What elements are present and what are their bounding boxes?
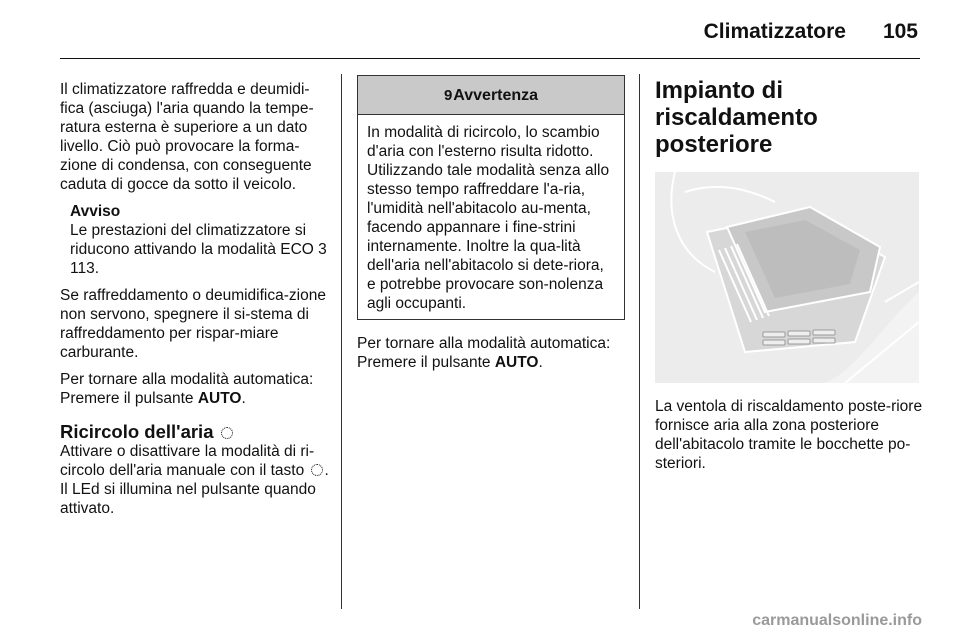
column-divider-1 xyxy=(341,74,342,609)
recirculation-heading-text: Ricircolo dell'aria xyxy=(60,421,214,442)
paragraph-auto-mode-2 xyxy=(357,334,625,372)
auto-mode-text: Per tornare alla modalità automatica: Premere il pulsante xyxy=(60,371,314,407)
recirculation-text-b: . Il LEd si illumina nel pulsante quando attivato. xyxy=(60,462,329,517)
column-right xyxy=(655,77,923,481)
section-heading-recirculation xyxy=(60,422,330,441)
warning-text: In modalità di ricircolo, lo scambio d'aria con l'esterno risulta ridotto. Utilizzando tale modalità senza allo stesso tempo raffreddare l'a-ria, l'umidità nell'abitacolo au-menta, facendo appannare i fine-strini internamente. Inoltre la qua-lità dell'aria nell'abitacolo si dete-riora, e potrebbe provocare son-nolenza agli occupanti. xyxy=(367,124,610,312)
rear-heater-figure xyxy=(655,172,919,383)
page-title: Climatizzatore xyxy=(703,20,846,43)
note-text xyxy=(70,221,330,278)
auto-mode-end-2: . xyxy=(538,354,543,371)
note-block xyxy=(60,202,330,278)
section-heading-rear-heater: Impianto di riscaldamento posteriore xyxy=(655,77,818,158)
paragraph-rear-heater: La ventola di riscaldamento poste-riore fornisce aria alla zona posteriore dell'abitacolo tramite le bocchette po-steriori. xyxy=(655,398,923,472)
recirculation-icon xyxy=(221,427,233,439)
watermark: carmanualsonline.info xyxy=(752,612,922,629)
auto-button-label-2: AUTO xyxy=(494,354,539,371)
rear-heater-vents-illustration xyxy=(655,172,919,383)
column-left xyxy=(60,80,330,526)
auto-mode-end: . xyxy=(241,390,246,407)
warning-icon: 9 xyxy=(443,86,453,104)
page-reference-link[interactable]: 3 113. xyxy=(70,241,327,277)
auto-mode-text-2: Per tornare alla modalità automatica: Premere il pulsante xyxy=(357,335,611,371)
page-number: 105 xyxy=(882,20,918,43)
paragraph-intro: Il climatizzatore raffredda e deumidi-fica (asciuga) l'aria quando la tempe-ratura esterna è superiore a un dato livello. Ciò può provocare la forma-zione di condensa, con conseguente caduta di gocce da sotto il veicolo. xyxy=(60,81,314,193)
paragraph-auto-mode xyxy=(60,370,330,408)
auto-button-label: AUTO xyxy=(197,390,242,407)
column-middle xyxy=(357,80,625,380)
recirculation-text-a: Attivare o disattivare la modalità di ri-circolo dell'aria manuale con il tasto xyxy=(60,443,315,479)
warning-box xyxy=(357,75,625,320)
note-text-body: Le prestazioni del climatizzatore si riducono attivando la modalità ECO xyxy=(70,222,314,258)
note-title: Avviso xyxy=(70,203,121,220)
column-divider-2 xyxy=(639,74,640,609)
recirculation-button-icon xyxy=(311,464,323,476)
warning-header xyxy=(358,76,624,115)
warning-title: Avvertenza xyxy=(453,86,539,104)
paragraph-recirculation xyxy=(60,442,330,518)
page-header xyxy=(60,14,920,59)
paragraph-cooling-off: Se raffreddamento o deumidifica-zione non servono, spegnere il si-stema di raffreddamento per rispar-miare carburante. xyxy=(60,287,326,361)
